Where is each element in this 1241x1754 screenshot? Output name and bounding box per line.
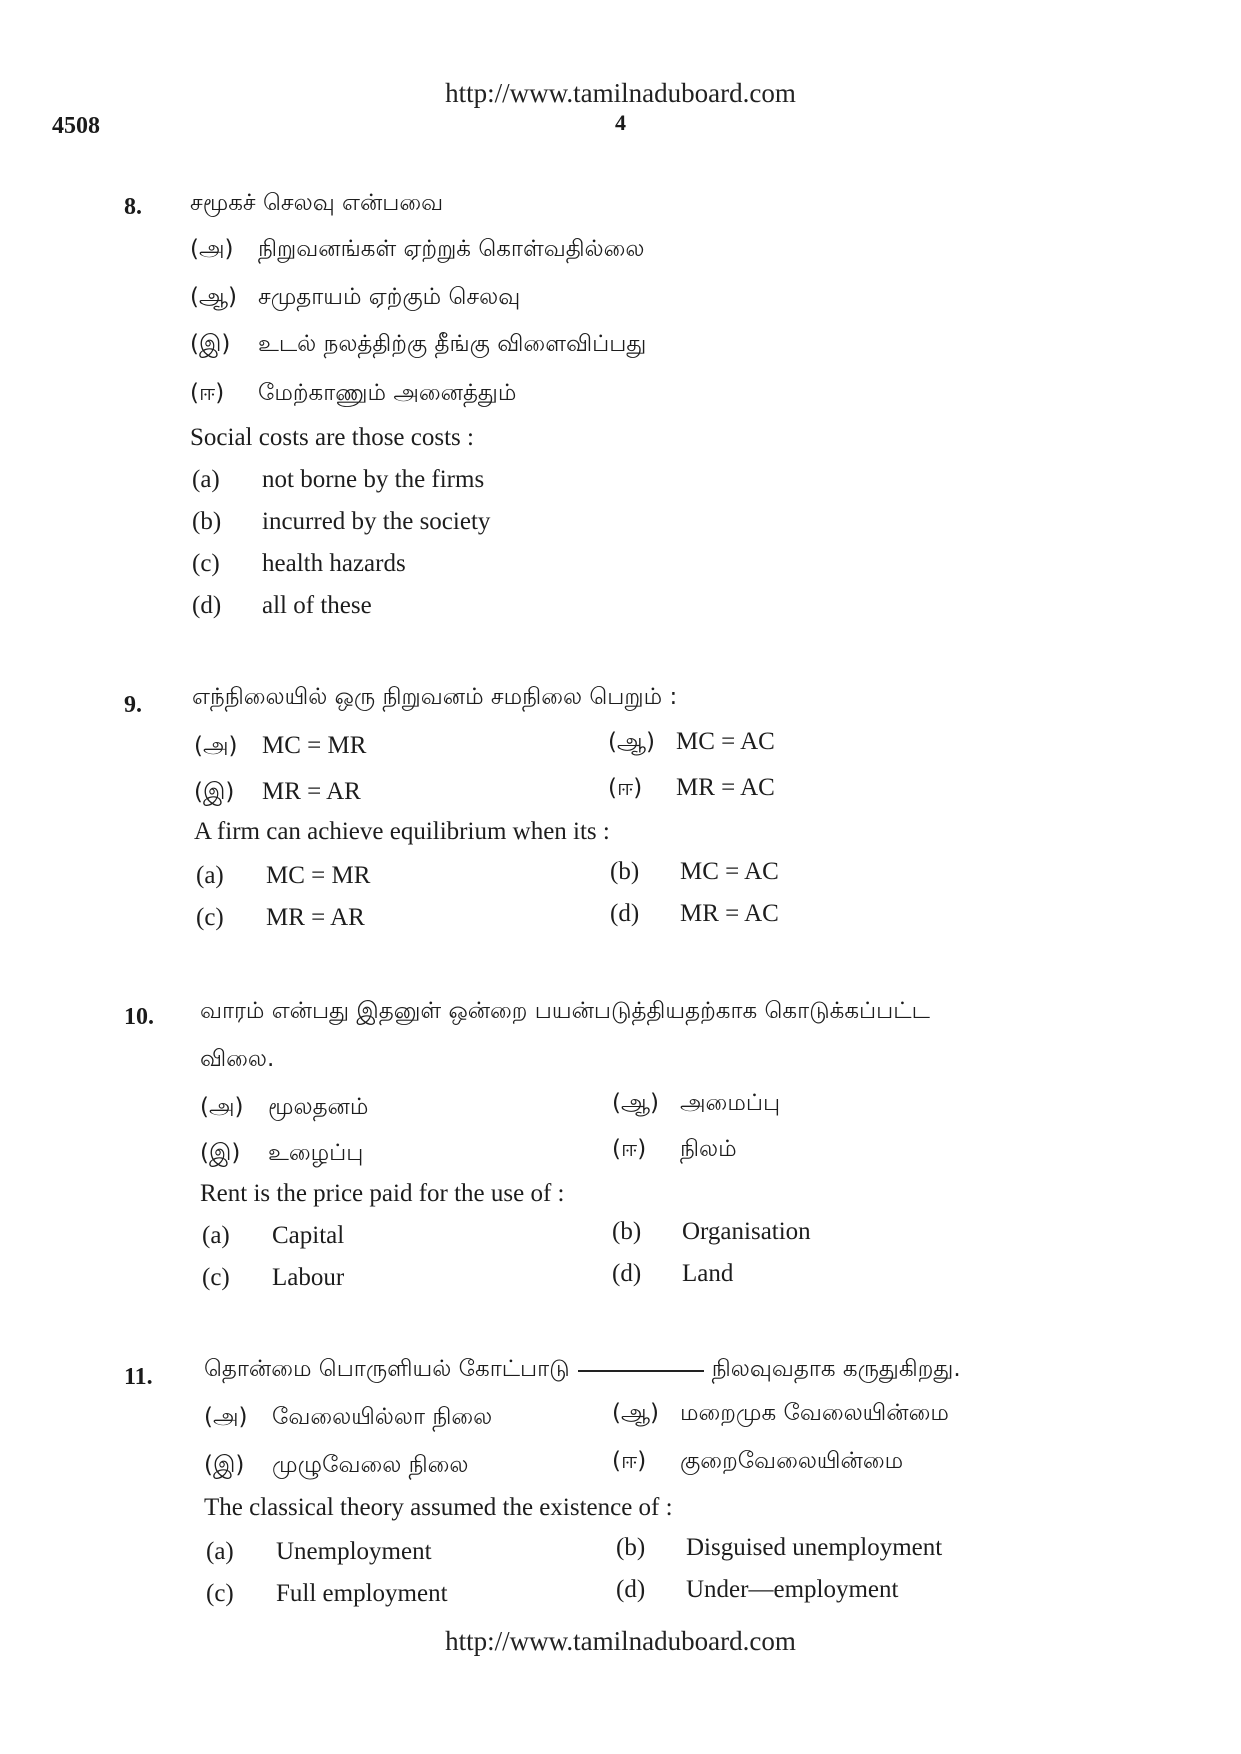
english-option <box>612 1218 811 1246</box>
option-text: குறைவேலையின்மை <box>680 1448 904 1474</box>
option-label: (b) <box>612 1218 642 1245</box>
option-label: (இ) <box>190 331 231 357</box>
option-label: (ஈ) <box>612 1136 647 1162</box>
option-label: (c) <box>206 1580 234 1607</box>
tamil-option <box>612 1400 949 1429</box>
english-option <box>192 550 406 578</box>
option-text: Under—employment <box>686 1576 899 1603</box>
tamil-option <box>608 728 775 758</box>
english-option <box>202 1222 344 1250</box>
tamil-option <box>612 1136 737 1165</box>
option-label: (d) <box>612 1260 642 1287</box>
english-option <box>206 1580 448 1608</box>
english-stem: The classical theory assumed the existence of : <box>204 1494 673 1521</box>
option-text: உழைப்பு <box>268 1140 364 1166</box>
option-label: (ஆ) <box>612 1400 660 1426</box>
option-text: MR = AC <box>680 900 779 927</box>
option-text: Land <box>682 1260 734 1287</box>
tamil-option <box>190 236 645 265</box>
option-label: (c) <box>192 550 220 577</box>
option-label: (அ) <box>194 733 238 759</box>
option-label: (a) <box>192 466 220 493</box>
english-option <box>610 900 779 928</box>
option-text: Disguised unemployment <box>686 1534 943 1561</box>
option-text: MR = AC <box>676 774 775 801</box>
english-stem: A firm can achieve equilibrium when its : <box>194 818 610 845</box>
option-text: health hazards <box>262 550 406 577</box>
page-number: 4 <box>615 110 626 135</box>
option-text: முழுவேலை நிலை <box>272 1452 469 1478</box>
option-text: MR = AR <box>266 904 365 931</box>
option-text: not borne by the firms <box>262 466 485 493</box>
option-text: Organisation <box>682 1218 811 1245</box>
question-number: 10. <box>124 1004 154 1030</box>
option-text: நிலம் <box>680 1136 737 1162</box>
option-text: MC = MR <box>262 732 367 759</box>
tamil-stem-line1: வாரம் என்பது இதனுள் ஒன்றை பயன்படுத்தியதற்காக கொடுக்கப்பட்ட <box>200 998 930 1024</box>
tamil-option <box>190 380 516 409</box>
english-stem: Social costs are those costs : <box>190 424 474 451</box>
tamil-stem-line2: விலை. <box>200 1046 275 1072</box>
tamil-stem-after: நிலவுவதாக கருதுகிறது. <box>711 1356 961 1382</box>
option-label: (d) <box>192 592 222 619</box>
question-number: 11. <box>124 1364 153 1390</box>
option-text: Capital <box>272 1222 345 1249</box>
option-text: சமுதாயம் ஏற்கும் செலவு <box>258 284 521 310</box>
option-text: Unemployment <box>276 1538 432 1565</box>
option-label: (d) <box>616 1576 646 1603</box>
option-text: MC = AC <box>680 858 779 885</box>
english-option <box>192 592 372 620</box>
option-label: (ஈ) <box>612 1448 647 1474</box>
option-text: அமைப்பு <box>680 1090 781 1116</box>
option-label: (c) <box>202 1264 230 1291</box>
tamil-option <box>194 732 366 762</box>
option-text: incurred by the society <box>262 508 491 535</box>
option-text: MC = MR <box>266 862 371 889</box>
option-label: (b) <box>610 858 640 885</box>
option-text: all of these <box>262 592 372 619</box>
english-option <box>192 508 490 536</box>
tamil-stem-before: தொன்மை பொருளியல் கோட்பாடு <box>204 1356 570 1382</box>
option-text: மறைமுக வேலையின்மை <box>680 1400 949 1426</box>
tamil-option <box>612 1448 903 1477</box>
option-label: (ஈ) <box>608 775 643 801</box>
option-label: (ஆ) <box>612 1090 660 1116</box>
english-option <box>196 862 370 890</box>
tamil-option <box>194 778 361 808</box>
tamil-option <box>200 1094 368 1123</box>
tamil-option <box>204 1452 469 1481</box>
option-label: (இ) <box>200 1140 241 1166</box>
option-text: MC = AC <box>676 728 775 755</box>
question-number: 9. <box>124 692 142 718</box>
option-text: MR = AR <box>262 778 361 805</box>
option-label: (a) <box>202 1222 230 1249</box>
option-text: வேலையில்லா நிலை <box>272 1404 493 1430</box>
english-option <box>616 1534 942 1562</box>
tamil-stem <box>204 1356 961 1385</box>
option-label: (a) <box>196 862 224 889</box>
english-option <box>612 1260 733 1288</box>
english-stem: Rent is the price paid for the use of : <box>200 1180 565 1207</box>
option-label: (b) <box>616 1534 646 1561</box>
option-label: (இ) <box>204 1452 245 1478</box>
option-text: Labour <box>272 1264 345 1291</box>
option-label: (c) <box>196 904 224 931</box>
english-option <box>202 1264 344 1292</box>
option-text: மேற்காணும் அனைத்தும் <box>258 380 517 406</box>
tamil-stem: எந்நிலையில் ஒரு நிறுவனம் சமநிலை பெறும் : <box>192 684 678 710</box>
header-url[interactable]: http://www.tamilnaduboard.com <box>445 78 796 108</box>
footer-url[interactable]: http://www.tamilnaduboard.com <box>445 1626 796 1656</box>
option-text: நிறுவனங்கள் ஏற்றுக் கொள்வதில்லை <box>258 236 645 262</box>
tamil-option <box>200 1140 363 1169</box>
option-label: (a) <box>206 1538 234 1565</box>
option-label: (ஈ) <box>190 380 225 406</box>
english-option <box>206 1538 432 1566</box>
question-number: 8. <box>124 194 142 220</box>
tamil-option <box>608 774 775 804</box>
tamil-option <box>190 331 646 360</box>
english-option <box>610 858 779 886</box>
option-text: மூலதனம் <box>268 1094 369 1120</box>
option-label: (அ) <box>204 1404 248 1430</box>
option-label: (b) <box>192 508 222 535</box>
option-label: (d) <box>610 900 640 927</box>
answer-blank <box>578 1370 704 1372</box>
tamil-option <box>190 284 520 313</box>
option-text: Full employment <box>276 1580 448 1607</box>
option-label: (அ) <box>190 236 234 262</box>
option-label: (அ) <box>200 1094 244 1120</box>
tamil-option <box>204 1404 492 1433</box>
english-option <box>192 466 484 494</box>
english-option <box>616 1576 898 1604</box>
paper-code: 4508 <box>52 113 100 139</box>
tamil-stem: சமூகச் செலவு என்பவை <box>190 190 444 216</box>
option-label: (ஆ) <box>190 284 238 310</box>
option-label: (ஆ) <box>608 729 656 755</box>
tamil-option <box>612 1090 780 1119</box>
option-text: உடல் நலத்திற்கு தீங்கு விளைவிப்பது <box>258 331 647 357</box>
english-option <box>196 904 365 932</box>
option-label: (இ) <box>194 779 235 805</box>
